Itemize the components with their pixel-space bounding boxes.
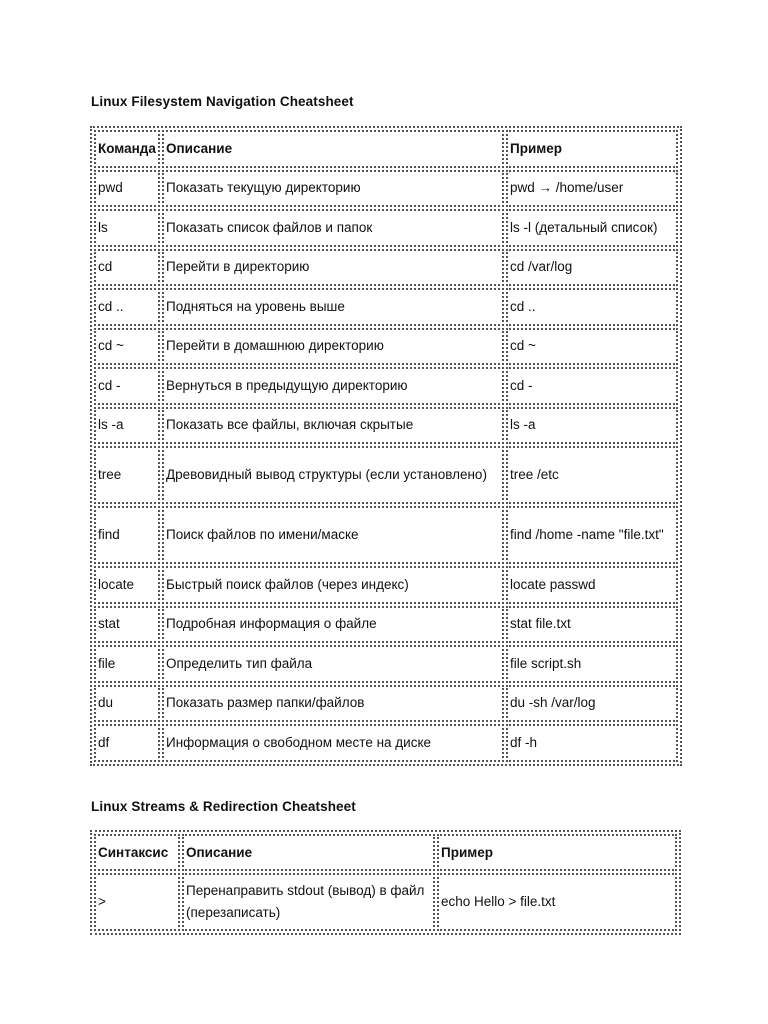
cell-example: df -h bbox=[506, 724, 678, 762]
section-title-filesystem: Linux Filesystem Navigation Cheatsheet bbox=[91, 94, 354, 109]
streams-cheatsheet-table bbox=[90, 830, 681, 935]
cell-example: du -sh /var/log bbox=[506, 685, 678, 723]
table-row bbox=[94, 606, 678, 644]
table-row bbox=[94, 328, 678, 366]
section-title-streams: Linux Streams & Redirection Cheatsheet bbox=[91, 799, 356, 814]
cell-description: Информация о свободном месте на диске bbox=[162, 724, 504, 762]
table-row bbox=[94, 367, 678, 405]
cell-command: cd - bbox=[94, 367, 160, 405]
table-row bbox=[94, 209, 678, 247]
cell-command: find bbox=[94, 506, 160, 564]
table-row bbox=[94, 407, 678, 445]
header-description: Описание bbox=[162, 130, 504, 168]
table-row bbox=[94, 249, 678, 287]
cell-example: cd ~ bbox=[506, 328, 678, 366]
cell-command: du bbox=[94, 685, 160, 723]
cell-example: cd .. bbox=[506, 288, 678, 326]
cell-description: Поиск файлов по имени/маске bbox=[162, 506, 504, 564]
header-example: Пример bbox=[506, 130, 678, 168]
cell-command: tree bbox=[94, 446, 160, 504]
cell-command: ls -a bbox=[94, 407, 160, 445]
table-row bbox=[94, 288, 678, 326]
cell-description: Древовидный вывод структуры (если установлено) bbox=[162, 446, 504, 504]
cell-description: Показать все файлы, включая скрытые bbox=[162, 407, 504, 445]
cell-command: cd ~ bbox=[94, 328, 160, 366]
header-description: Описание bbox=[182, 834, 435, 871]
cell-description: Быстрый поиск файлов (через индекс) bbox=[162, 566, 504, 604]
cell-example: ls -l (детальный список) bbox=[506, 209, 678, 247]
header-syntax: Синтаксис bbox=[94, 834, 180, 871]
table-row bbox=[94, 685, 678, 723]
cell-example: find /home -name "file.txt" bbox=[506, 506, 678, 564]
cell-command: cd .. bbox=[94, 288, 160, 326]
cell-description: Показать текущую директорию bbox=[162, 170, 504, 208]
filesystem-cheatsheet-table bbox=[90, 126, 682, 766]
table-row bbox=[94, 170, 678, 208]
cell-command: locate bbox=[94, 566, 160, 604]
table-row bbox=[94, 446, 678, 504]
table-row bbox=[94, 724, 678, 762]
cell-command: ls bbox=[94, 209, 160, 247]
cell-example: cd - bbox=[506, 367, 678, 405]
cell-example: cd /var/log bbox=[506, 249, 678, 287]
cell-description: Определить тип файла bbox=[162, 645, 504, 683]
cell-syntax: > bbox=[94, 873, 180, 931]
table-row bbox=[94, 645, 678, 683]
cell-description: Перейти в домашнюю директорию bbox=[162, 328, 504, 366]
header-command: Команда bbox=[94, 130, 160, 168]
cell-example: locate passwd bbox=[506, 566, 678, 604]
cell-example: file script.sh bbox=[506, 645, 678, 683]
cell-example: pwd → /home/user bbox=[506, 170, 678, 208]
table-row bbox=[94, 566, 678, 604]
cell-command: cd bbox=[94, 249, 160, 287]
cell-command: stat bbox=[94, 606, 160, 644]
table-row bbox=[94, 873, 677, 931]
cell-example: ls -a bbox=[506, 407, 678, 445]
table-row bbox=[94, 506, 678, 564]
cell-command: df bbox=[94, 724, 160, 762]
header-example: Пример bbox=[437, 834, 677, 871]
cell-example: echo Hello > file.txt bbox=[437, 873, 677, 931]
cell-description: Перейти в директорию bbox=[162, 249, 504, 287]
cell-example: stat file.txt bbox=[506, 606, 678, 644]
cell-description: Подняться на уровень выше bbox=[162, 288, 504, 326]
table-header-row bbox=[94, 130, 678, 168]
cell-description: Подробная информация о файле bbox=[162, 606, 504, 644]
cell-command: pwd bbox=[94, 170, 160, 208]
table-header-row bbox=[94, 834, 677, 871]
cell-example: tree /etc bbox=[506, 446, 678, 504]
cell-command: file bbox=[94, 645, 160, 683]
cell-description: Показать размер папки/файлов bbox=[162, 685, 504, 723]
cell-description: Перенаправить stdout (вывод) в файл (перезаписать) bbox=[182, 873, 435, 931]
cell-description: Вернуться в предыдущую директорию bbox=[162, 367, 504, 405]
cell-description: Показать список файлов и папок bbox=[162, 209, 504, 247]
